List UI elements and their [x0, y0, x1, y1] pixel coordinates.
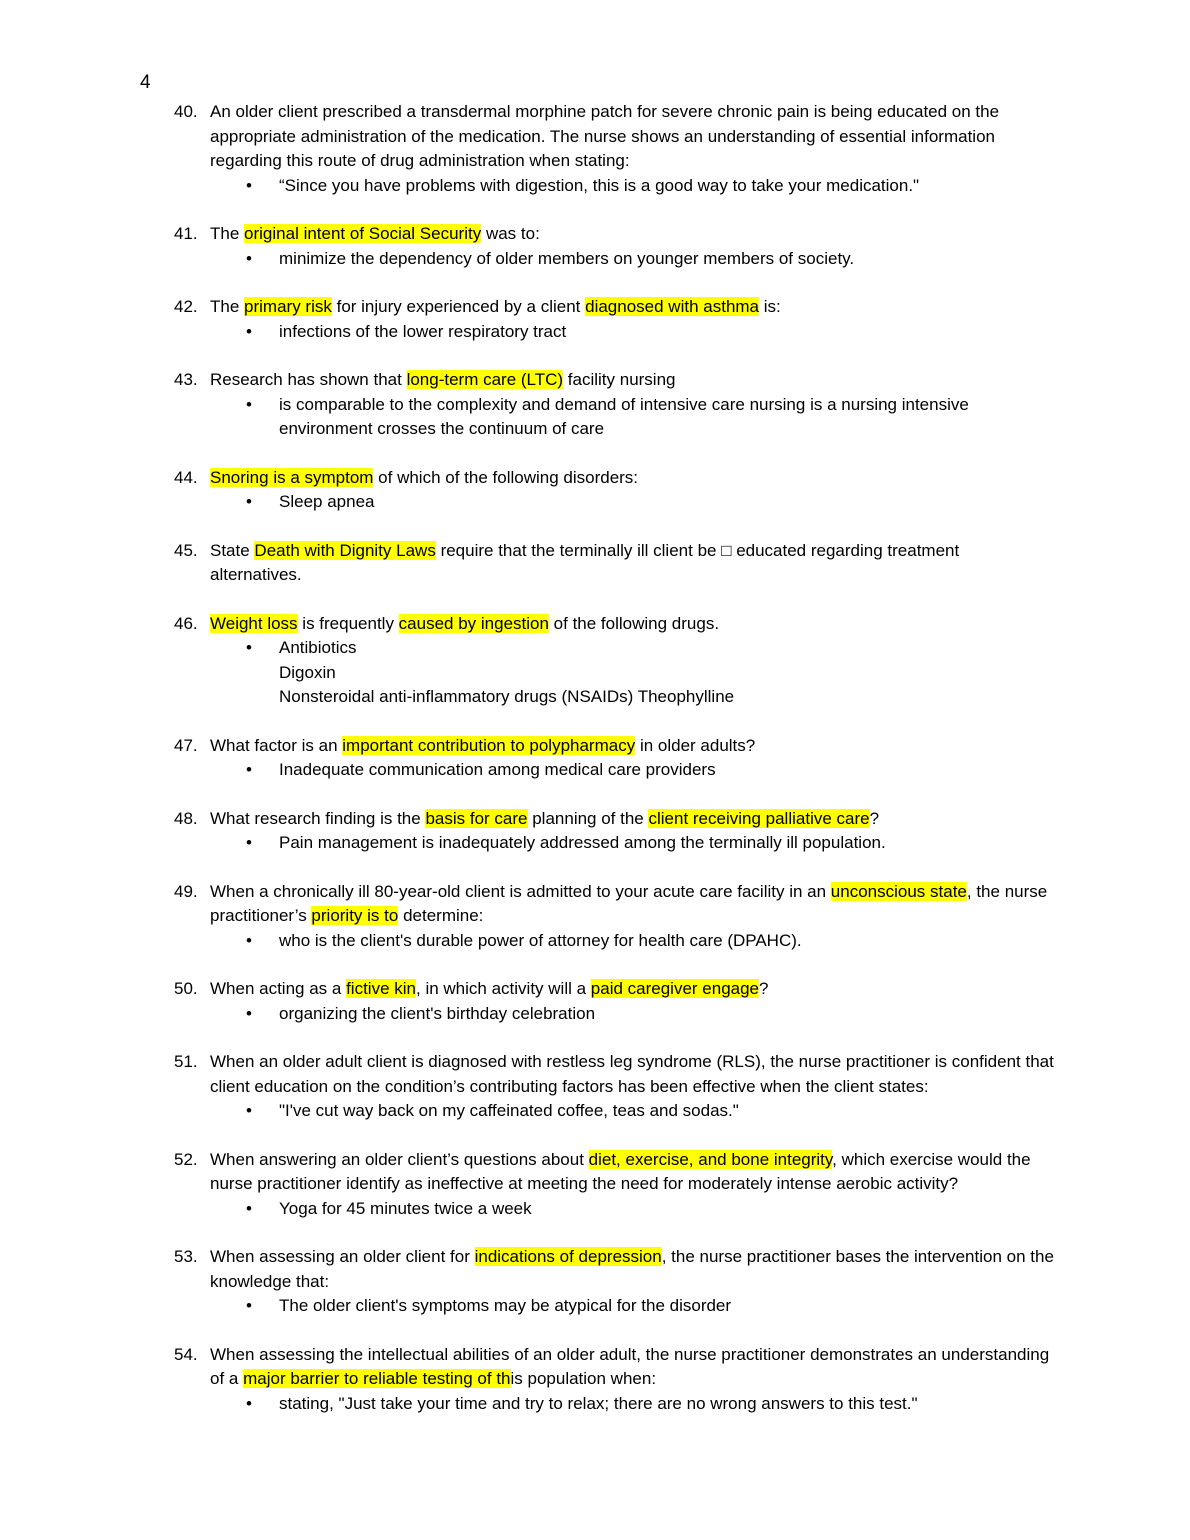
question-spacer — [174, 1124, 1054, 1148]
question-spacer — [174, 710, 1054, 734]
text-run: , which exercise would the nurse practitioner identify as ineffective at meeting the need for moderately intense aerobic activity? — [210, 1149, 1031, 1193]
question-spacer — [174, 515, 1054, 539]
question-text — [210, 100, 1054, 174]
answer-list — [210, 758, 1054, 783]
answer-text: minimize the dependency of older members on younger members of society. — [279, 248, 855, 268]
question-text — [210, 612, 1054, 637]
question-spacer — [174, 588, 1054, 612]
answer-list — [210, 831, 1054, 856]
question-item — [174, 1343, 1054, 1417]
highlighted-text: client receiving palliative care — [648, 808, 870, 828]
answer-text: "I've cut way back on my caffeinated coffee, teas and sodas." — [279, 1101, 739, 1120]
answer-item — [210, 247, 1054, 272]
answer-item — [210, 1197, 1054, 1222]
answer-item — [210, 174, 1054, 199]
bullet-icon: • — [246, 175, 252, 195]
question-item — [174, 539, 1054, 588]
question-number: 54. — [174, 1344, 198, 1364]
question-spacer — [174, 271, 1054, 295]
answer-text: Pain management is inadequately addressed among the terminally ill population. — [279, 833, 886, 852]
highlighted-text: important contribution to polypharmacy — [342, 735, 636, 755]
question-number: 41. — [174, 224, 198, 243]
answer-text: stating, "Just take your time and try to relax; there are no wrong answers to this test." — [279, 1393, 918, 1413]
answer-text: Digoxin — [279, 662, 336, 682]
text-run: is: — [759, 297, 781, 316]
text-run: ? — [759, 979, 769, 998]
question-item — [174, 1148, 1054, 1222]
question-number: 51. — [174, 1052, 198, 1071]
text-run: is frequently — [297, 613, 399, 633]
highlighted-text: fictive kin — [346, 979, 416, 998]
text-run: What factor is an — [210, 735, 343, 755]
answer-item — [210, 1294, 1054, 1319]
answer-text: Nonsteroidal anti-inflammatory drugs (NSAIDs) Theophylline — [279, 687, 735, 706]
answer-list — [210, 1099, 1054, 1124]
question-list — [174, 100, 1054, 1416]
question-item — [174, 295, 1054, 344]
answer-list — [210, 393, 1054, 442]
answer-text: is comparable to the complexity and demand of intensive care nursing is a nursing intensive — [279, 394, 969, 414]
answer-list — [210, 1294, 1054, 1319]
text-run: The — [210, 297, 245, 316]
text-run: When assessing the intellectual abilities of an older adult, the nurse practitioner demonstrates an understanding of a — [210, 1344, 1050, 1388]
highlighted-text: indications of depression — [474, 1247, 662, 1266]
question-item — [174, 1245, 1054, 1319]
question-number: 49. — [174, 881, 198, 901]
text-run: , the nurse practitioner bases the intervention on the knowledge that: — [210, 1247, 1054, 1291]
question-item — [174, 734, 1054, 783]
question-spacer — [174, 1026, 1054, 1050]
question-item — [174, 880, 1054, 954]
answer-text: who is the client's durable power of attorney for health care (DPAHC). — [279, 930, 802, 950]
bullet-icon: • — [246, 1101, 252, 1120]
page-number: 4 — [140, 72, 151, 93]
bullet-icon: • — [246, 930, 252, 950]
text-run: An older client prescribed a transdermal morphine patch for severe chronic pain is being educated on the appropriate administration of the medication. The nurse shows an understanding of essential information regarding this route of drug administration when stating: — [210, 102, 1000, 170]
text-run: facility nursing — [563, 370, 676, 389]
question-item — [174, 977, 1054, 1026]
question-item — [174, 222, 1054, 271]
bullet-icon: • — [246, 1198, 252, 1218]
question-number: 53. — [174, 1247, 198, 1266]
text-run: When an older adult client is diagnosed with restless leg syndrome (RLS), the nurse practitioner is confident that client education on the condition’s contributing factors has been effective when the client states: — [210, 1052, 1054, 1096]
answer-list — [210, 174, 1054, 199]
question-number: 40. — [174, 102, 198, 121]
text-run: When answering an older client’s questions about — [210, 1149, 589, 1169]
bullet-icon: • — [246, 760, 252, 779]
question-spacer — [174, 1319, 1054, 1343]
bullet-icon: • — [246, 321, 252, 341]
text-run: , in which activity will a — [416, 979, 591, 998]
question-item — [174, 807, 1054, 856]
question-text — [210, 539, 1054, 588]
question-spacer — [174, 198, 1054, 222]
question-item — [174, 466, 1054, 515]
bullet-icon: • — [246, 1003, 252, 1023]
highlighted-text: unconscious state — [830, 881, 967, 901]
answer-text: Antibiotics — [279, 638, 357, 657]
bullet-icon: • — [246, 492, 252, 511]
answer-text: infections of the lower respiratory tract — [279, 321, 567, 341]
question-item — [174, 612, 1054, 710]
question-text — [210, 222, 1054, 247]
highlighted-text: original intent of Social Security — [244, 224, 482, 243]
highlighted-text: diagnosed with asthma — [585, 297, 760, 316]
answer-list — [210, 1392, 1054, 1417]
question-item — [174, 368, 1054, 442]
question-spacer — [174, 1221, 1054, 1245]
question-text — [210, 1148, 1054, 1197]
question-text — [210, 295, 1054, 320]
question-spacer — [174, 344, 1054, 368]
answer-list — [210, 320, 1054, 345]
answer-item — [210, 1002, 1054, 1027]
highlighted-text: caused by ingestion — [398, 613, 549, 633]
question-spacer — [174, 442, 1054, 466]
answer-item — [210, 831, 1054, 856]
highlighted-text: paid caregiver engage — [590, 979, 760, 998]
text-run: is population when: — [510, 1369, 657, 1388]
answer-list — [210, 247, 1054, 272]
question-spacer — [174, 783, 1054, 807]
answer-item — [210, 490, 1054, 515]
text-run: determine: — [398, 906, 484, 925]
question-text — [210, 880, 1054, 929]
question-item — [174, 1050, 1054, 1124]
highlighted-text: long-term care (LTC) — [406, 370, 564, 389]
question-text — [210, 1050, 1054, 1099]
answer-item — [210, 320, 1054, 345]
highlighted-text: basis for care — [425, 808, 528, 828]
question-number: 48. — [174, 808, 198, 828]
question-text — [210, 1245, 1054, 1294]
text-run: What research finding is the — [210, 808, 426, 828]
text-run: , the nurse practitioner’s — [210, 881, 1048, 925]
question-number: 42. — [174, 297, 198, 316]
highlighted-text: Death with Dignity Laws — [254, 540, 436, 560]
text-run: When acting as a — [210, 979, 347, 998]
highlighted-text: Snoring is a symptom — [210, 467, 374, 487]
bullet-icon: • — [246, 248, 252, 268]
question-text — [210, 1343, 1054, 1392]
text-run: When assessing an older client for — [210, 1247, 475, 1266]
question-text — [210, 734, 1054, 759]
answer-item — [210, 758, 1054, 783]
question-text — [210, 977, 1054, 1002]
question-text — [210, 368, 1054, 393]
text-run: Research has shown that — [210, 370, 407, 389]
text-run: When a chronically ill 80-year-old client is admitted to your acute care facility in an — [210, 881, 831, 901]
answer-item — [210, 1099, 1054, 1124]
question-spacer — [174, 953, 1054, 977]
text-run: of the following drugs. — [548, 613, 720, 633]
highlighted-text: major barrier to reliable testing of th — [243, 1369, 511, 1388]
answer-text: Yoga for 45 minutes twice a week — [279, 1198, 532, 1218]
bullet-icon: • — [246, 1393, 252, 1413]
answer-text: Inadequate communication among medical care providers — [279, 760, 716, 779]
highlighted-text: priority is to — [311, 906, 399, 925]
text-run: of which of the following disorders: — [373, 467, 639, 487]
bullet-icon: • — [246, 394, 252, 414]
question-text — [210, 807, 1054, 832]
question-number: 44. — [174, 467, 198, 487]
answer-list — [210, 1002, 1054, 1027]
answer-text: organizing the client's birthday celebration — [279, 1003, 596, 1023]
text-run: ? — [869, 808, 880, 828]
question-number: 43. — [174, 370, 198, 389]
question-item — [174, 100, 1054, 198]
text-run: State — [210, 540, 255, 560]
text-run: require that the terminally ill client be □ educated regarding treatment alternatives. — [210, 540, 960, 584]
bullet-icon: • — [246, 1296, 252, 1315]
question-number: 47. — [174, 735, 198, 755]
answer-list — [210, 1197, 1054, 1222]
text-run: was to: — [481, 224, 540, 243]
answer-text: Sleep apnea — [279, 492, 375, 511]
answer-item — [210, 929, 1054, 954]
bullet-icon: • — [246, 833, 252, 852]
answer-item — [210, 393, 1054, 442]
bullet-icon: • — [246, 638, 252, 657]
text-run: for injury experienced by a client — [331, 297, 586, 316]
answer-list — [210, 490, 1054, 515]
text-run: The — [210, 224, 245, 243]
answer-item — [210, 636, 1054, 710]
answer-list — [210, 636, 1054, 710]
answer-text: The older client's symptoms may be atypical for the disorder — [279, 1296, 732, 1315]
answer-text: environment crosses the continuum of care — [279, 419, 605, 438]
question-number: 45. — [174, 540, 198, 560]
question-spacer — [174, 856, 1054, 880]
question-number: 50. — [174, 979, 198, 998]
text-run: planning of the — [527, 808, 649, 828]
answer-item — [210, 1392, 1054, 1417]
question-number: 46. — [174, 613, 198, 633]
question-number: 52. — [174, 1149, 198, 1169]
highlighted-text: Weight loss — [210, 613, 298, 633]
highlighted-text: diet, exercise, and bone integrity — [588, 1149, 833, 1169]
answer-list — [210, 929, 1054, 954]
question-text — [210, 466, 1054, 491]
text-run: in older adults? — [635, 735, 756, 755]
highlighted-text: primary risk — [244, 297, 332, 316]
answer-text: “Since you have problems with digestion, this is a good way to take your medication." — [279, 175, 920, 195]
